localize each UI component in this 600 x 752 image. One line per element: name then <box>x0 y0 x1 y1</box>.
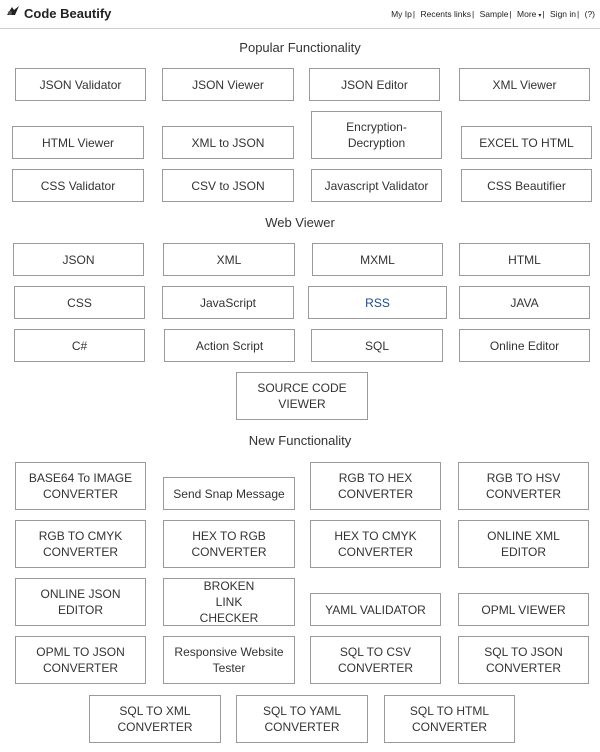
viewer-button[interactable]: CSS <box>14 286 145 319</box>
viewer-button[interactable]: SOURCE CODE VIEWER <box>236 372 368 420</box>
nav-separator: | <box>542 9 545 19</box>
section-title-web-viewer: Web Viewer <box>265 215 335 230</box>
nav-separator: | <box>412 9 416 19</box>
tool-button[interactable]: JSON Viewer <box>162 68 294 101</box>
new-tool-button[interactable]: SQL TO JSON CONVERTER <box>458 636 589 684</box>
new-tool-button[interactable]: Responsive Website Tester <box>163 636 295 684</box>
top-header <box>0 0 600 29</box>
new-tool-button[interactable]: ONLINE JSON EDITOR <box>15 578 146 626</box>
site-logo[interactable] <box>6 4 111 22</box>
top-nav <box>389 9 595 19</box>
new-tool-button[interactable]: RGB TO HSV CONVERTER <box>458 462 589 510</box>
new-tool-button[interactable]: ONLINE XML EDITOR <box>458 520 589 568</box>
new-tool-button[interactable]: HEX TO RGB CONVERTER <box>163 520 295 568</box>
nav-separator: | <box>577 9 580 19</box>
viewer-button-rss[interactable]: RSS <box>308 286 447 319</box>
new-tool-button[interactable]: YAML VALIDATOR <box>310 593 441 626</box>
new-tool-button[interactable]: SQL TO XML CONVERTER <box>89 695 221 743</box>
nav-help[interactable]: (?) <box>584 9 595 19</box>
tool-button[interactable]: XML Viewer <box>459 68 590 101</box>
new-tool-button[interactable]: RGB TO CMYK CONVERTER <box>15 520 146 568</box>
tool-button[interactable]: XML to JSON <box>162 126 294 159</box>
tool-button[interactable]: HTML Viewer <box>12 126 144 159</box>
new-tool-button[interactable]: OPML TO JSON CONVERTER <box>15 636 146 684</box>
tool-button[interactable]: Encryption-Decryption <box>311 111 442 159</box>
logo-icon <box>6 4 20 22</box>
viewer-button[interactable]: HTML <box>459 243 590 276</box>
viewer-button[interactable]: JSON <box>13 243 144 276</box>
viewer-button[interactable]: MXML <box>312 243 443 276</box>
new-tool-button[interactable]: BROKEN LINK CHECKER <box>163 578 295 626</box>
logo-text: Code Beautify <box>24 5 112 21</box>
tool-button[interactable]: Javascript Validator <box>311 169 442 202</box>
nav-sample[interactable]: Sample <box>479 9 509 19</box>
tool-button[interactable]: CSV to JSON <box>162 169 294 202</box>
viewer-button[interactable]: JAVA <box>459 286 590 319</box>
new-tool-button[interactable]: OPML VIEWER <box>458 593 589 626</box>
new-tool-button[interactable]: RGB TO HEX CONVERTER <box>310 462 441 510</box>
viewer-button[interactable]: JavaScript <box>162 286 294 319</box>
tool-button[interactable]: CSS Validator <box>12 169 144 202</box>
new-tool-button[interactable]: HEX TO CMYK CONVERTER <box>310 520 441 568</box>
section-title-popular: Popular Functionality <box>239 40 361 55</box>
new-tool-button[interactable]: Send Snap Message <box>163 477 295 510</box>
nav-more[interactable]: More <box>517 9 537 19</box>
nav-separator: | <box>509 9 512 19</box>
tool-button[interactable]: EXCEL TO HTML <box>461 126 592 159</box>
nav-my-ip[interactable]: My Ip <box>391 9 412 19</box>
tool-button[interactable]: JSON Editor <box>309 68 440 101</box>
nav-recents-links[interactable]: Recents links <box>420 9 472 19</box>
new-tool-button[interactable]: SQL TO YAML CONVERTER <box>236 695 368 743</box>
tool-button[interactable]: CSS Beautifier <box>461 169 592 202</box>
section-title-new: New Functionality <box>248 433 352 448</box>
viewer-button[interactable]: Online Editor <box>459 329 590 362</box>
new-tool-button[interactable]: SQL TO CSV CONVERTER <box>310 636 441 684</box>
viewer-button[interactable]: Action Script <box>164 329 295 362</box>
viewer-button[interactable]: C# <box>14 329 145 362</box>
nav-sign-in[interactable]: Sign in <box>550 9 577 19</box>
viewer-button[interactable]: SQL <box>311 329 443 362</box>
new-tool-button[interactable]: SQL TO HTML CONVERTER <box>384 695 515 743</box>
viewer-button[interactable]: XML <box>163 243 295 276</box>
chevron-down-icon: ▾ <box>538 13 542 19</box>
tool-button[interactable]: JSON Validator <box>15 68 146 101</box>
nav-separator: | <box>472 9 475 19</box>
new-tool-button[interactable]: BASE64 To IMAGE CONVERTER <box>15 462 146 510</box>
